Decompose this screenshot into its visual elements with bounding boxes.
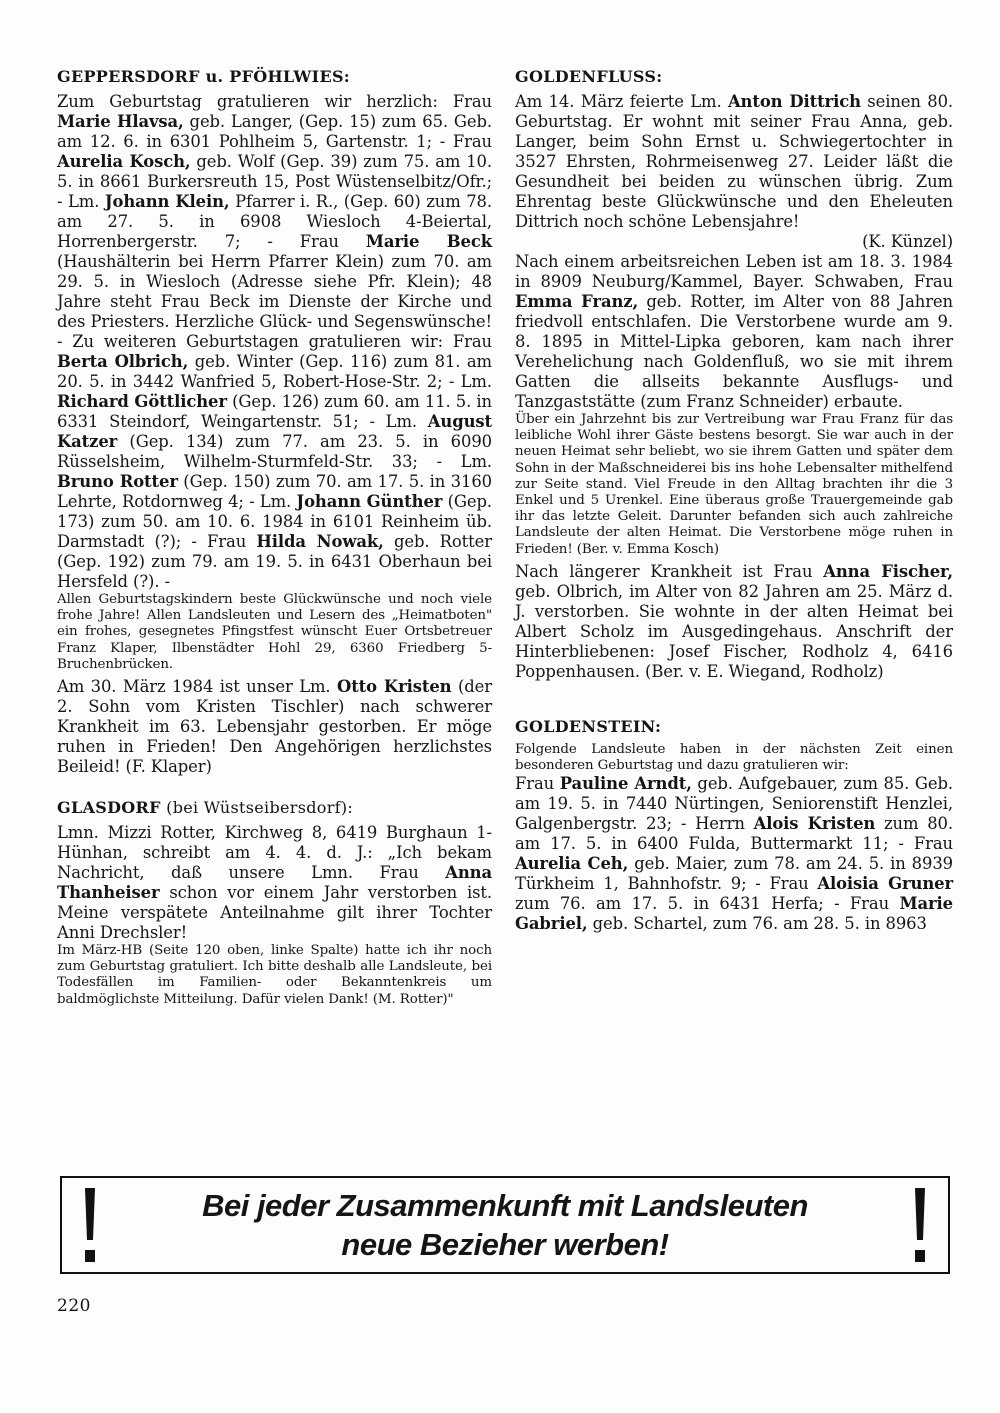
birthday-list: Zum Geburtstag gratulieren wir herzlich: Frau Marie Hlavsa, geb. Langer, (Gep. 15) zum 65. Geb. am 12. 6. in 6301 Pohlheim 5, Gartenstr. 1; - Frau Aurelia Kosch, geb. Wolf (Gep. 39) zum 75. am 10. 5. in 8661 Burkersreuth 15, Post Wüstenselbitz/Ofr.; - Lm. Johann Klein, Pfarrer i. R., (Gep. 60) zum 78. am 27. 5. in 6908 Wiesloch 4-Beiertal, Horrenbergerstr. 7; - Frau Marie Beck (Haushälterin bei Herrn Pfarrer Klein) zum 70. am 29. 5. in Wiesloch (Adresse siehe Pfr. Klein); 48 Jahre steht Frau Beck im Dienste der Kirche und des Priesters. Herzliche Glück- und Segenswünsche! - Zu weiteren Geburtstagen gratulieren wir: Frau Berta Olbrich, geb. Winter (Gep. 116) zum 81. am 20. 5. in 3442 Wanfried 5, Robert-Hose-Str. 2; - Lm. Richard Göttlicher (Gep. 126) zum 60. am 11. 5. in 6331 Steindorf, Weingartenstr. 51; - Lm. August Katzer (Gep. 134) zum 77. am 23. 5. in 6090 Rüsselsheim, Wilhelm-Sturmfeld-Str. 33; - Lm. Bruno Rotter (Gep. 150) zum 70. am 17. 5. in 3160 Lehrte, Rotdornweg 4; - Lm. Johann Günther (Gep. 173) zum 50. am 10. 6. 1984 in 6101 Reinheim üb. Darmstadt (?); - Frau Hilda Nowak, geb. Rotter (Gep. 192) zum 79. am 19. 5. in 6431 Oberhaun bei Hersfeld (?). - (57, 92, 492, 591)
birthday-anton-dittrich: Am 14. März feierte Lm. Anton Dittrich seinen 80. Geburtstag. Er wohnt mit seiner Frau Anna, geb. Langer, beim Sohn Ernst u. Schwiegertochter in 3527 Ehrsten, Rohrmeisenweg 27. Leider läßt die Gesundheit bei beiden zu wünschen übrig. Zum Ehrentag beste Glückwünsche und den Eheleuten Dittrich noch schöne Lebensjahre! (K. Künzel) (515, 92, 954, 251)
section-goldenstein (515, 716, 953, 934)
letter-mizzi-rotter: Lmn. Mizzi Rotter, Kirchweg 8, 6419 Burghaun 1-Hünhan, schreibt am 4. 4. d. J.: „Ich bekam Nachricht, daß unsere Lmn. Frau Anna Thanheiser schon vor einem Jahr verstorben ist. Meine verspätete Anteilnahme gilt ihrer Tochter Anni Drechsler! (57, 823, 492, 943)
obituary-anna-fischer: Nach längerer Krankheit ist Frau Anna Fischer, geb. Olbrich, im Alter von 82 Jahren am 25. März d. J. verstorben. Sie wohnte in der alten Heimat bei Albert Scholz im Ausgedingehaus. Anschrift der Hinterbliebenen: Josef Fischer, Rodholz 4, 6416 Poppenhausen. (Ber. v. E. Wiegand, Rodholz) (515, 561, 953, 681)
exclamation-icon (82, 1188, 98, 1264)
birthday-list: Frau Pauline Arndt, geb. Aufgebauer, zum 85. Geb. am 19. 5. in 7440 Nürtingen, Seniorenstift Henzlei, Galgenbergstr. 23; - Herrn Alois Kristen zum 80. am 17. 5. in 6400 Fulda, Buttermarkt 11; - Frau Aurelia Ceh, geb. Maier, zum 78. am 24. 5. in 8939 Türkheim 1, Bahnhofstr. 9; - Frau Aloisia Gruner zum 76. am 17. 5. in 6431 Herfa; - Frau Marie Gabriel, geb. Schartel, zum 76. am 28. 5. in 8963 (515, 774, 954, 934)
obituary-emma-franz: Nach einem arbeitsreichen Leben ist am 18. 3. 1984 in 8909 Neuburg/Kammel, Bayer. Schwaben, Frau Emma Franz, geb. Rotter, im Alter von 88 Jahren friedvoll entschlafen. Die Verstorbene wurde am 9. 8. 1895 in Mittel-Lipka geboren, kam nach ihrer Verehelichung nach Goldenfluß, wo sie mit ihrem Gatten die allseits bekannte Ausflugs- und Tanzgaststätte (zum Franz Schneider) erbaute. (515, 252, 953, 411)
greeting-note: Allen Geburtstagskindern beste Glückwünsche und noch viele frohe Jahre! Allen Landsleuten und Lesern des „Heimatboten" ein frohes, gesegnetes Pfingstfest wünscht Euer Ortsbetreuer Franz Klaper, Ilbenstädter Hohl 29, 6360 Friedberg 5-Bruchenbrücken. (57, 592, 492, 672)
intro-note: Folgende Landsleute haben in der nächsten Zeit einen besonderen Geburtstag und dazu gratulieren wir: (515, 741, 953, 774)
exclamation-icon (912, 1188, 928, 1264)
signature: (K. Künzel) (862, 232, 953, 251)
section-heading: GLASDORF (bei Wüstseibersdorf): (57, 798, 354, 818)
section-heading: GOLDENSTEIN: (515, 716, 662, 736)
section-heading: GOLDENFLUSS: (515, 67, 663, 86)
right-column (515, 66, 953, 934)
obituary-emma-franz-continued: Über ein Jahrzehnt bis zur Vertreibung war Frau Franz für das leibliche Wohl ihrer Gäste bestens besorgt. Sie war auch in der neuen Heimat sehr beliebt, wo sie ihrem Gatten und später dem Sohn in der Maßschneiderei bis ins hohe Lebensalter mithelfend zur Seite stand. Viel Freude in den Alltag brachten ihr die 3 Enkel und 5 Urenkel. Eine überaus große Trauergemeinde gab ihr das letzte Geleit. Darunter befanden sich auch zahlreiche Landsleute der alten Heimat. Die Verstorbene möge ruhen in Frieden! (Ber. v. Emma Kosch) (515, 412, 953, 557)
banner-text (142, 1186, 868, 1264)
promo-banner (60, 1176, 950, 1274)
banner-line-1: Bei jeder Zusammenkunft mit Landsleuten (202, 1188, 808, 1223)
section-geppersdorf (57, 66, 492, 777)
obituary-otto-kristen: Am 30. März 1984 ist unser Lm. Otto Kristen (der 2. Sohn vom Kristen Tischler) nach schwerer Krankheit im 63. Lebensjahr gestorben. Er möge ruhen in Frieden! Den Angehörigen herzlichstes Beileid! (F. Klaper) (57, 677, 492, 777)
letter-note: Im März-HB (Seite 120 oben, linke Spalte) hatte ich ihr noch zum Geburtstag gratuliert. Ich bitte deshalb alle Landsleute, bei Todesfällen im Familien- oder Bekanntenkreis um baldmöglichste Mitteilung. Dafür vielen Dank! (M. Rotter)" (57, 943, 492, 1007)
section-goldenfluss (515, 66, 953, 682)
page-number: 220 (57, 1296, 91, 1316)
section-heading: GEPPERSDORF u. PFÖHLWIES: (57, 67, 350, 86)
section-glasdorf (57, 797, 492, 1008)
left-column (57, 66, 492, 1008)
banner-line-2: neue Bezieher werben! (341, 1227, 669, 1262)
